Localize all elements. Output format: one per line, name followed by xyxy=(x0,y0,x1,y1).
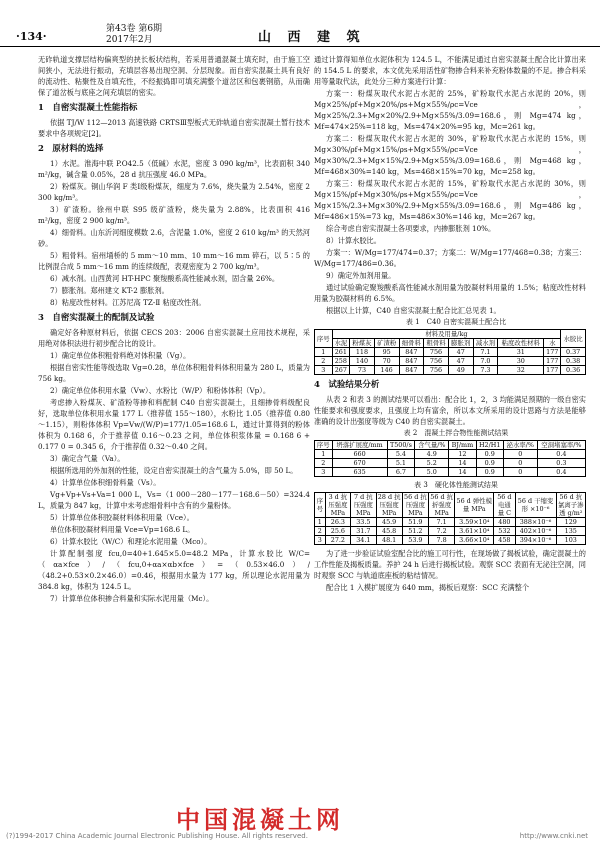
step-6-text: 计算配制强度 fcu,0=40+1.645×5.0=48.2 MPa，计算水胶比 W/C=（αa×fce）/（fcu,0+αa×αb×fce）=（0.53×46.0）/（48.2+0.53×0.2×46.0）=0.46，根据用水量为 177 kg，所以理论水泥用量为 384.8 kg，体积为 124.5 L。 xyxy=(38,549,310,591)
section-4-heading: 4 试验结果分析 xyxy=(314,380,380,390)
table-cell: 258 xyxy=(332,357,350,366)
left-column xyxy=(38,54,310,605)
table-cell: 5.0 xyxy=(415,468,449,477)
table-cell: 31.7 xyxy=(351,527,376,536)
table-cell: 756 xyxy=(424,348,449,357)
t2-col: BJ/mm xyxy=(449,441,476,450)
table-row xyxy=(315,348,586,357)
table-cell: 2 xyxy=(315,527,326,536)
step-4: 4）计算单位体积细骨料量（Vs）。 xyxy=(50,478,161,487)
t1-col: 减水剂 xyxy=(473,339,498,348)
volume-issue: 第43卷 第6期 xyxy=(106,24,163,34)
step-7: 7）计算单位体积掺合料量和实际水泥用量（Mc）。 xyxy=(50,594,214,603)
table-cell: 53.9 xyxy=(402,536,428,545)
table-cell: 847 xyxy=(399,366,424,375)
t3-col: 7 d 抗压强度 MPa xyxy=(351,493,376,518)
table-cell: 51.2 xyxy=(402,527,428,536)
scheme-3: 方案三：粉煤灰取代水泥占水泥的 15%，矿粉取代水泥占水泥的 30%，则 Mg×15%/ρf+Mg×30%/ρs+Mg×55%/ρc=Vce，Mg×15%/2.3+Mg×30%/2.9+Mg×55%/3.09=168.6，则 Mg=486 kg，Mf=486×15%=73 kg，Ms=486×30%=146 kg，Mc=267 kg。 xyxy=(314,179,586,221)
material-slag: 3）矿渣粉。徐州中联 S95 级矿渣粉，烧失量为 2.88%，比表面积 416 m²/kg，密度 2 900 kg/m³。 xyxy=(38,205,310,225)
material-flyash: 2）粉煤灰。铜山华润 F 类Ⅰ级粉煤灰，细度为 7.6%，烧失量为 2.54%，密度 2 300 kg/m³。 xyxy=(38,182,310,202)
table-cell: 7.1 xyxy=(429,518,455,527)
table-cell: 47 xyxy=(448,348,473,357)
table-3-caption: 表 3 硬化体性能测试结果 xyxy=(414,481,498,489)
table-cell: 635 xyxy=(332,468,387,477)
table-cell: 1 xyxy=(315,518,326,527)
table-cell: 3 xyxy=(315,468,333,477)
step-5-text: 单位体积胶凝材料用量 Vce=Vp=168.6 L。 xyxy=(50,525,195,534)
t2-col: T500/s xyxy=(387,441,415,450)
material-cement: 1）水泥。淮海中联 P.O42.5（低碱）水泥，密度 3 090 kg/m³，比表面积 340 m²/kg，碱含量 0.05%，28 d 抗压强度 46.0 MPa。 xyxy=(38,159,310,179)
step-8: 8）计算水胶比。 xyxy=(326,236,381,245)
table-cell: 2 xyxy=(315,459,333,468)
table-cell: 73 xyxy=(350,366,375,375)
header-rule xyxy=(0,46,600,47)
t1-col: 粗骨料 xyxy=(424,339,449,348)
table-cell: 458 xyxy=(494,536,515,545)
table-cell: 847 xyxy=(399,348,424,357)
t1-col: 膨胀剂 xyxy=(448,339,473,348)
step-9-text: 通过试验确定聚羧酸系高性能减水剂用量为胶凝材料用量的 1.5%；粘度改性材料用量为胶凝材料的 6.5%。 xyxy=(314,283,586,303)
step-3-text: 根据所选用的外加剂的性能，设定自密实混凝土的含气量为 5.0%，即 50 L。 xyxy=(50,466,298,475)
page-number: ·134· xyxy=(16,30,47,43)
t1-col-wb: 水胶比 xyxy=(561,330,586,348)
table-cell: 45.9 xyxy=(376,518,402,527)
table-cell: 0 xyxy=(503,459,537,468)
table-cell: 5.2 xyxy=(415,459,449,468)
table-cell: 33.5 xyxy=(351,518,376,527)
table-cell: 135 xyxy=(556,527,585,536)
t1-col: 细骨料 xyxy=(399,339,424,348)
t1-col: 水 xyxy=(544,339,561,348)
table-1-intro: 根据以上计算，C40 自密实混凝土配合比汇总见表 1。 xyxy=(326,306,501,315)
table-cell: 0.38 xyxy=(561,357,586,366)
t3-col: 56 d 弹性模量 MPa xyxy=(455,493,494,518)
table-1-caption: 表 1 C40 自密实混凝土配合比 xyxy=(405,318,507,326)
section-1-heading: 1 自密实混凝土性能指标 xyxy=(38,103,138,113)
step-6: 6）计算水胶比（W/C）和理论水泥用量（Mco）。 xyxy=(50,537,212,546)
table-cell: 0.9 xyxy=(476,459,503,468)
issue-date: 2017年2月 xyxy=(106,35,153,45)
material-coarse-aggregate: 5）粗骨料。宿州埇桥的 5 mm～10 mm、10 mm～16 mm 碎石，以 5∶5 的比例混合成 5 mm～16 mm 的连续级配，表观密度为 2 700 kg/m³。 xyxy=(38,251,310,271)
table-cell: 177 xyxy=(544,366,561,375)
material-viscosity-modifier: 8）粘度改性材料。江苏尼高 TZ-Ⅱ 粘度改性剂。 xyxy=(50,298,206,307)
t2-col: 空洞堵塞率/% xyxy=(537,441,585,450)
issue-info xyxy=(106,24,162,46)
table-cell: 756 xyxy=(424,366,449,375)
t2-col: 坍落扩展度/mm xyxy=(332,441,387,450)
table-cell: 118 xyxy=(350,348,375,357)
section-3-heading: 3 自密实混凝土的配制及试验 xyxy=(38,313,155,323)
table-cell: 27.2 xyxy=(325,536,350,545)
table-row xyxy=(315,450,586,459)
t3-col: 56 d 抗折强度 MPa xyxy=(430,493,453,517)
table-cell: 47 xyxy=(448,357,473,366)
t2-col: 序号 xyxy=(315,441,333,450)
table-row xyxy=(315,366,586,375)
table-cell: 3.66×10⁴ xyxy=(455,536,494,545)
table-cell: 12 xyxy=(449,450,476,459)
watermark-logo-text: 中国混凝土网 xyxy=(176,806,344,834)
table-cell: 2 xyxy=(315,357,333,366)
table-cell: 3 xyxy=(315,536,326,545)
intro-paragraph: 无砟轨道支撑层结构偏爽型的挟长板状结构，若采用普通混凝土填充时，由于施工空间狭小，无法进行振动，充填层容易出现空洞、分层现象。而自密实混凝土具有良好的流动性、粘聚性及自填充性，不经振捣即可填充满整个道岔区和包裹钢筋，从而确保了道岔板与底座之间充填层的密实。 xyxy=(38,55,310,97)
table-cell: 0 xyxy=(503,450,537,459)
table-cell: 1 xyxy=(315,348,333,357)
step-5: 5）计算单位体积胶凝材料体积用量（Vce）。 xyxy=(50,513,194,522)
material-expansive-agent: 7）膨胀剂。郑州建文 KT-2 膨胀剂。 xyxy=(50,286,169,295)
table-cell: 267 xyxy=(332,366,350,375)
table-cell: 177 xyxy=(544,357,561,366)
table-3 xyxy=(314,492,586,545)
step-3: 3）确定含气量（Va）。 xyxy=(50,454,125,463)
t3-col: 56 d 抗氯离子渗透 g/m² xyxy=(558,493,584,517)
table-cell: 756 xyxy=(424,357,449,366)
table-cell: 5.1 xyxy=(387,459,415,468)
table-cell: 3.59×10⁴ xyxy=(455,518,494,527)
table-row xyxy=(315,518,586,527)
t3-col: 3 d 抗压强度 MPa xyxy=(325,493,350,518)
step-4-text: Vg+Vp+Vs+Va=1 000 L，Vs=（1 000－280－177－168.6－50）=324.4 L，质量为 847 kg，计算中未考虑细骨料中含有的少量粉体。 xyxy=(38,490,310,510)
journal-title: 山 西 建 筑 xyxy=(258,30,366,45)
table-cell: 1 xyxy=(315,450,333,459)
section-1-text: 依据 TJ/W 112—2013 高速铁路 CRTSⅢ型板式无砟轨道自密实混凝土暂行技术要求中各项规定[2]。 xyxy=(38,118,310,138)
table-2-caption: 表 2 混凝土拌合物性能测试结果 xyxy=(403,429,509,437)
table-cell: 14 xyxy=(449,459,476,468)
table-cell: 532 xyxy=(494,527,515,536)
table-cell: 7.1 xyxy=(473,348,498,357)
table-2 xyxy=(314,440,586,477)
step-2: 2）确定单位体积用水量（Vw）、水粉比（W/P）和粉体体积（Vp）。 xyxy=(50,386,271,395)
table-cell: 95 xyxy=(374,348,399,357)
table-cell: 660 xyxy=(332,450,387,459)
table-cell: 0.4 xyxy=(537,468,585,477)
table-cell: 4.9 xyxy=(415,450,449,459)
step-2-text: 考虑掺入粉煤灰、矿渣粉等掺和料配制 C40 自密实混凝土，且细掺骨料级配良好，选取单位体积用水量 177 L（推荐值 155～180），水粉比 1.05（推荐值 0.80～1.15），则粉体体积 Vp=Vw/(W/P)=177/1.05=168.6 L，通过计算得到的粉体体积为 0.168 6，介于推荐值 0.16～0.23 之间，单位体积浆体量 = 0.168 6 + 0.177 0 = 0.345 6，介于推荐值 0.32～0.40 之间。 xyxy=(38,398,310,451)
table-cell: 129 xyxy=(556,518,585,527)
t1-col: 粉煤灰 xyxy=(350,339,375,348)
step-1: 1）确定单位体积粗骨料绝对体积量（Vg）。 xyxy=(50,351,191,360)
table-1-body xyxy=(315,348,586,375)
table-cell: 0.37 xyxy=(561,348,586,357)
table-cell: 26.3 xyxy=(325,518,350,527)
table-cell: 25.6 xyxy=(325,527,350,536)
table-cell: 3 xyxy=(315,366,333,375)
table-cell: 30 xyxy=(498,357,544,366)
table-1 xyxy=(314,329,586,375)
table-cell: 7.3 xyxy=(473,366,498,375)
t3-col: 56 d 电通量 C xyxy=(494,493,515,518)
table-cell: 0.9 xyxy=(476,468,503,477)
table-cell: 7.2 xyxy=(429,527,455,536)
t2-col: 含气量/% xyxy=(415,441,449,450)
table-2-header xyxy=(315,441,586,450)
table-cell: 51.9 xyxy=(402,518,428,527)
step-9: 9）确定外加剂用量。 xyxy=(326,271,396,280)
table-cell: 32 xyxy=(498,366,544,375)
table-cell: 146 xyxy=(374,366,399,375)
table-cell: 0.9 xyxy=(476,450,503,459)
table-cell: 34.1 xyxy=(351,536,376,545)
material-fine-aggregate: 4）细骨料。山东沂河细度模数 2.6，含泥量 1.0%，密度 2 610 kg/m³ 的天然河砂。 xyxy=(38,228,310,248)
t1-col: 粘度改性材料 xyxy=(498,339,544,348)
t2-col: 泌水率/% xyxy=(503,441,537,450)
t1-col: 矿渣粉 xyxy=(374,339,399,348)
table-3-header xyxy=(315,493,586,518)
footer xyxy=(6,832,594,840)
t2-col: H2/H1 xyxy=(476,441,503,450)
table-row xyxy=(315,468,586,477)
table-cell: 402×10⁻⁶ xyxy=(515,527,556,536)
table-cell: 140 xyxy=(350,357,375,366)
table-cell: 45.8 xyxy=(376,527,402,536)
t3-col: 28 d 抗压强度 MPa xyxy=(377,493,401,517)
table-cell: 261 xyxy=(332,348,350,357)
table-row xyxy=(315,459,586,468)
field-test-text: 为了进一步验证试验室配合比的施工可行性，在现场做了揭板试验，确定混凝土的工作性能及揭板质量。养护 24 h 后进行揭板试验。观察 SCC 表面有无泌注空洞，同时观察 SCC 与轨道底座板的粘结情况。 xyxy=(314,549,586,580)
scheme-intro: 通过计算得知单位水泥体积为 124.5 L，不能满足通过自密实混凝土配合比计算出来的 154.5 L 的要求，本文优先采用活性矿物掺合料来补充粉体数量的不足。掺合料采用等量取代法，此处分三种方案进行计算： xyxy=(314,55,586,86)
table-cell: 394×10⁻⁶ xyxy=(515,536,556,545)
table-cell: 3.61×10⁴ xyxy=(455,527,494,536)
section-2-heading: 2 原材料的选择 xyxy=(38,144,104,154)
table-cell: 7.8 xyxy=(429,536,455,545)
table-cell: 847 xyxy=(399,357,424,366)
t3-col: 56 d 抗压强度 MPa xyxy=(404,493,427,517)
table-cell: 70 xyxy=(374,357,399,366)
t3-col: 序号 xyxy=(315,493,326,518)
copyright-text: (?)1994-2017 China Academic Journal Electronic Publishing House. All rights reserved. xyxy=(6,832,308,840)
table-3-body xyxy=(315,518,586,545)
table-cell: 0.3 xyxy=(537,459,585,468)
table-cell: 31 xyxy=(498,348,544,357)
section-3-text: 确定好各种原材料后，依据 CECS 203：2006 自密实混凝土应用技术规程，采用绝对体积法进行初步配合比的设计。 xyxy=(38,328,310,348)
material-water-reducer: 6）减水剂。山西黄河 HT-HPC 聚羧酸系高性能减水剂，固含量 26%。 xyxy=(50,274,280,283)
section-4-text: 从表 2 和表 3 的测试结果可以看出：配合比 1，2，3 均能满足预期的一级自密实性能要求和强度要求，且强度上均有富余，所以本文所采用的设计思路与方法是能够准确的设计出强度等级为 C40 的自密实混凝土。 xyxy=(314,395,586,426)
table-2-body xyxy=(315,450,586,477)
step-1-text: 根据自密实性能等级选取 Vg=0.28，单位体积粗骨料体积用量为 280 L，质量为 756 kg。 xyxy=(38,363,310,383)
t1-group-header: 材料及用量/kg xyxy=(332,330,561,339)
mix-1-result: 配合比 1 入模扩展度为 640 mm，揭板后观察：SCC 充满整个 xyxy=(326,583,530,592)
scheme-1: 方案一：粉煤灰取代水泥占水泥的 25%，矿粉取代水泥占水泥的 20%，则 Mg×25%/ρf+Mg×20%/ρs+Mg×55%/ρc=Vce，Mg×25%/2.3+Mg×20%/2.9+Mg×55%/3.09=168.6，则 Mg=474 kg，Mf=474×25%=118 kg，Ms=474×20%=95 kg，Mc=261 kg。 xyxy=(314,89,586,131)
table-cell: 14 xyxy=(449,468,476,477)
table-cell: 5.4 xyxy=(387,450,415,459)
table-cell: 480 xyxy=(494,518,515,527)
table-cell: 103 xyxy=(556,536,585,545)
table-cell: 48.1 xyxy=(376,536,402,545)
table-row xyxy=(315,357,586,366)
table-cell: 49 xyxy=(448,366,473,375)
t1-col-no: 序号 xyxy=(315,330,333,348)
table-cell: 388×10⁻⁶ xyxy=(515,518,556,527)
table-cell: 7.0 xyxy=(473,357,498,366)
table-cell: 177 xyxy=(544,348,561,357)
table-row xyxy=(315,527,586,536)
scheme-2: 方案二：粉煤灰取代水泥占水泥的 30%，矿粉取代水泥占水泥的 15%，则 Mg×30%/ρf+Mg×15%/ρs+Mg×55%/ρc=Vce，Mg×30%/2.3+Mg×15%/2.9+Mg×55%/3.09=168.6，则 Mg=468 kg，Mf=468×30%=140 kg，Ms=468×15%=70 kg，Mc=258 kg。 xyxy=(314,134,586,176)
table-cell: 0 xyxy=(503,468,537,477)
step-8-text: 方案一：W/Mg=177/474=0.37；方案二：W/Mg=177/468=0.38；方案三：W/Mg=177/486=0.36。 xyxy=(314,248,586,268)
table-row xyxy=(315,536,586,545)
expansive-dosage: 综合考虑自密实混凝土各项要求，内掺膨胀剂 10%。 xyxy=(326,224,496,233)
table-cell: 0.4 xyxy=(537,450,585,459)
table-cell: 670 xyxy=(332,459,387,468)
table-cell: 6.7 xyxy=(387,468,415,477)
t3-col: 56 d 干缩变形 ×10⁻⁶ xyxy=(515,493,556,518)
t1-col: 水泥 xyxy=(332,339,350,348)
table-cell: 0.36 xyxy=(561,366,586,375)
cnki-link[interactable]: http://www.cnki.net xyxy=(519,832,588,840)
right-column xyxy=(314,54,586,594)
